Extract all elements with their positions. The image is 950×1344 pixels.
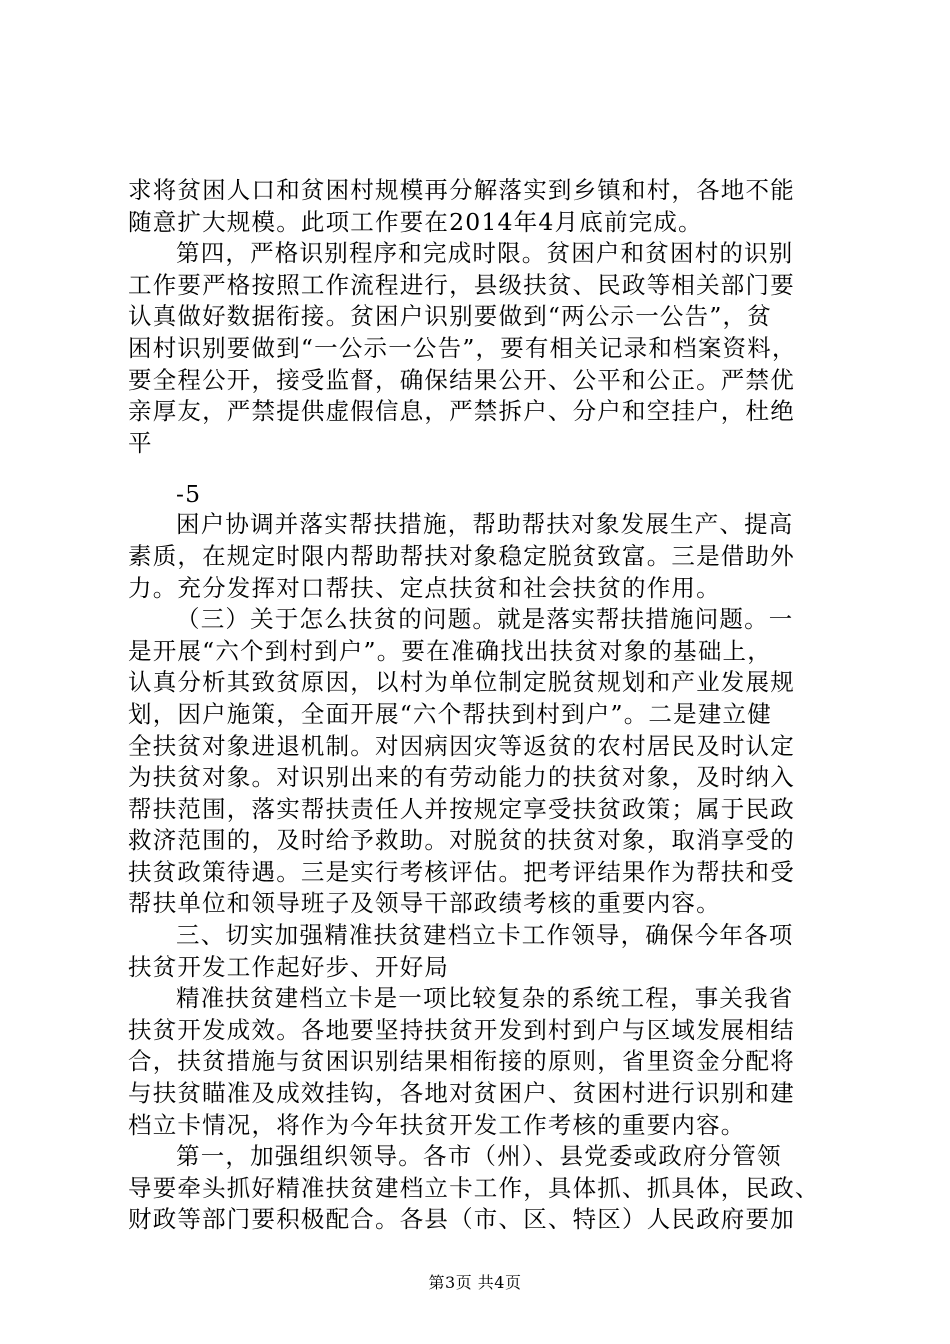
text-line: 第四，严格识别程序和完成时限。贫困户和贫困村的识别: [176, 239, 794, 268]
text-line: 合，扶贫措施与贫困识别结果相衔接的原则，省里资金分配将: [128, 1047, 795, 1076]
text-line: 扶贫开发成效。各地要坚持扶贫开发到村到户与区域发展相结: [128, 1015, 795, 1044]
text-line: 精准扶贫建档立卡是一项比较复杂的系统工程，事关我省: [176, 984, 794, 1013]
text-line: 平: [128, 428, 153, 457]
inline-page-number: -5: [176, 480, 202, 509]
text-line: 要全程公开，接受监督，确保结果公开、公平和公正。严禁优: [128, 365, 795, 394]
text-line: 工作要严格按照工作流程进行，县级扶贫、民政等相关部门要: [128, 270, 795, 299]
text-line: 困户协调并落实帮扶措施，帮助帮扶对象发展生产、提高: [176, 510, 794, 539]
text-line: 与扶贫瞄准及成效挂钩，各地对贫困户、贫困村进行识别和建: [128, 1079, 795, 1108]
text-block-before: [128, 175, 848, 459]
text-line: 档立卡情况，将作为今年扶贫开发工作考核的重要内容。: [128, 1110, 746, 1139]
text-line: 帮扶范围，落实帮扶责任人并按规定享受扶贫政策；属于民政: [128, 794, 795, 823]
text-line: 财政等部门要积极配合。各县（市、区、特区）人民政府要加: [128, 1205, 795, 1234]
text-line: 素质，在规定时限内帮助帮扶对象稳定脱贫致富。三是借助外: [128, 541, 795, 570]
text-line: 为扶贫对象。对识别出来的有劳动能力的扶贫对象，及时纳入: [128, 763, 795, 792]
text-line: 随意扩大规模。此项工作要在2014年4月底前完成。: [128, 207, 703, 236]
document-body: [128, 175, 848, 1236]
page-footer: 第3页 共4页: [428, 1273, 522, 1292]
text-line: 扶贫政策待遇。三是实行考核评估。把考评结果作为帮扶和受: [128, 857, 795, 886]
text-line: 困村识别要做到“一公示一公告”，要有相关记录和档案资料，: [128, 333, 797, 362]
text-line: 三、切实加强精准扶贫建档立卡工作领导，确保今年各项: [176, 921, 794, 950]
text-block-after: [128, 509, 848, 1236]
text-line: 帮扶单位和领导班子及领导干部政绩考核的重要内容。: [128, 889, 721, 918]
text-line: 亲厚友，严禁提供虚假信息，严禁拆户、分户和空挂户，杜绝: [128, 397, 795, 426]
text-line: 全扶贫对象进退机制。对因病因灾等返贫的农村居民及时认定: [128, 731, 795, 760]
text-line: 划，因户施策，全面开展“六个帮扶到村到户”。二是建立健: [128, 699, 772, 728]
text-line: 力。充分发挥对口帮扶、定点扶贫和社会扶贫的作用。: [128, 573, 721, 602]
text-line: 是开展“六个到村到户”。要在准确找出扶贫对象的基础上，: [128, 636, 772, 665]
text-line: 扶贫开发工作起好步、开好局: [128, 952, 450, 981]
text-line: 认真做好数据衔接。贫困户识别要做到“两公示一公告”，贫: [128, 302, 772, 331]
text-line: （三）关于怎么扶贫的问题。就是落实帮扶措施问题。一: [176, 605, 794, 634]
text-line: 认真分析其致贫原因，以村为单位制定脱贫规划和产业发展规: [128, 668, 795, 697]
text-line: 导要牵头抓好精准扶贫建档立卡工作，具体抓、抓具体，民政、: [128, 1173, 820, 1202]
text-line: 第一，加强组织领导。各市（州）、县党委或政府分管领: [176, 1142, 782, 1171]
text-line: 救济范围的，及时给予救助。对脱贫的扶贫对象，取消享受的: [128, 826, 795, 855]
text-line: 求将贫困人口和贫困村规模再分解落实到乡镇和村，各地不能: [128, 176, 795, 204]
